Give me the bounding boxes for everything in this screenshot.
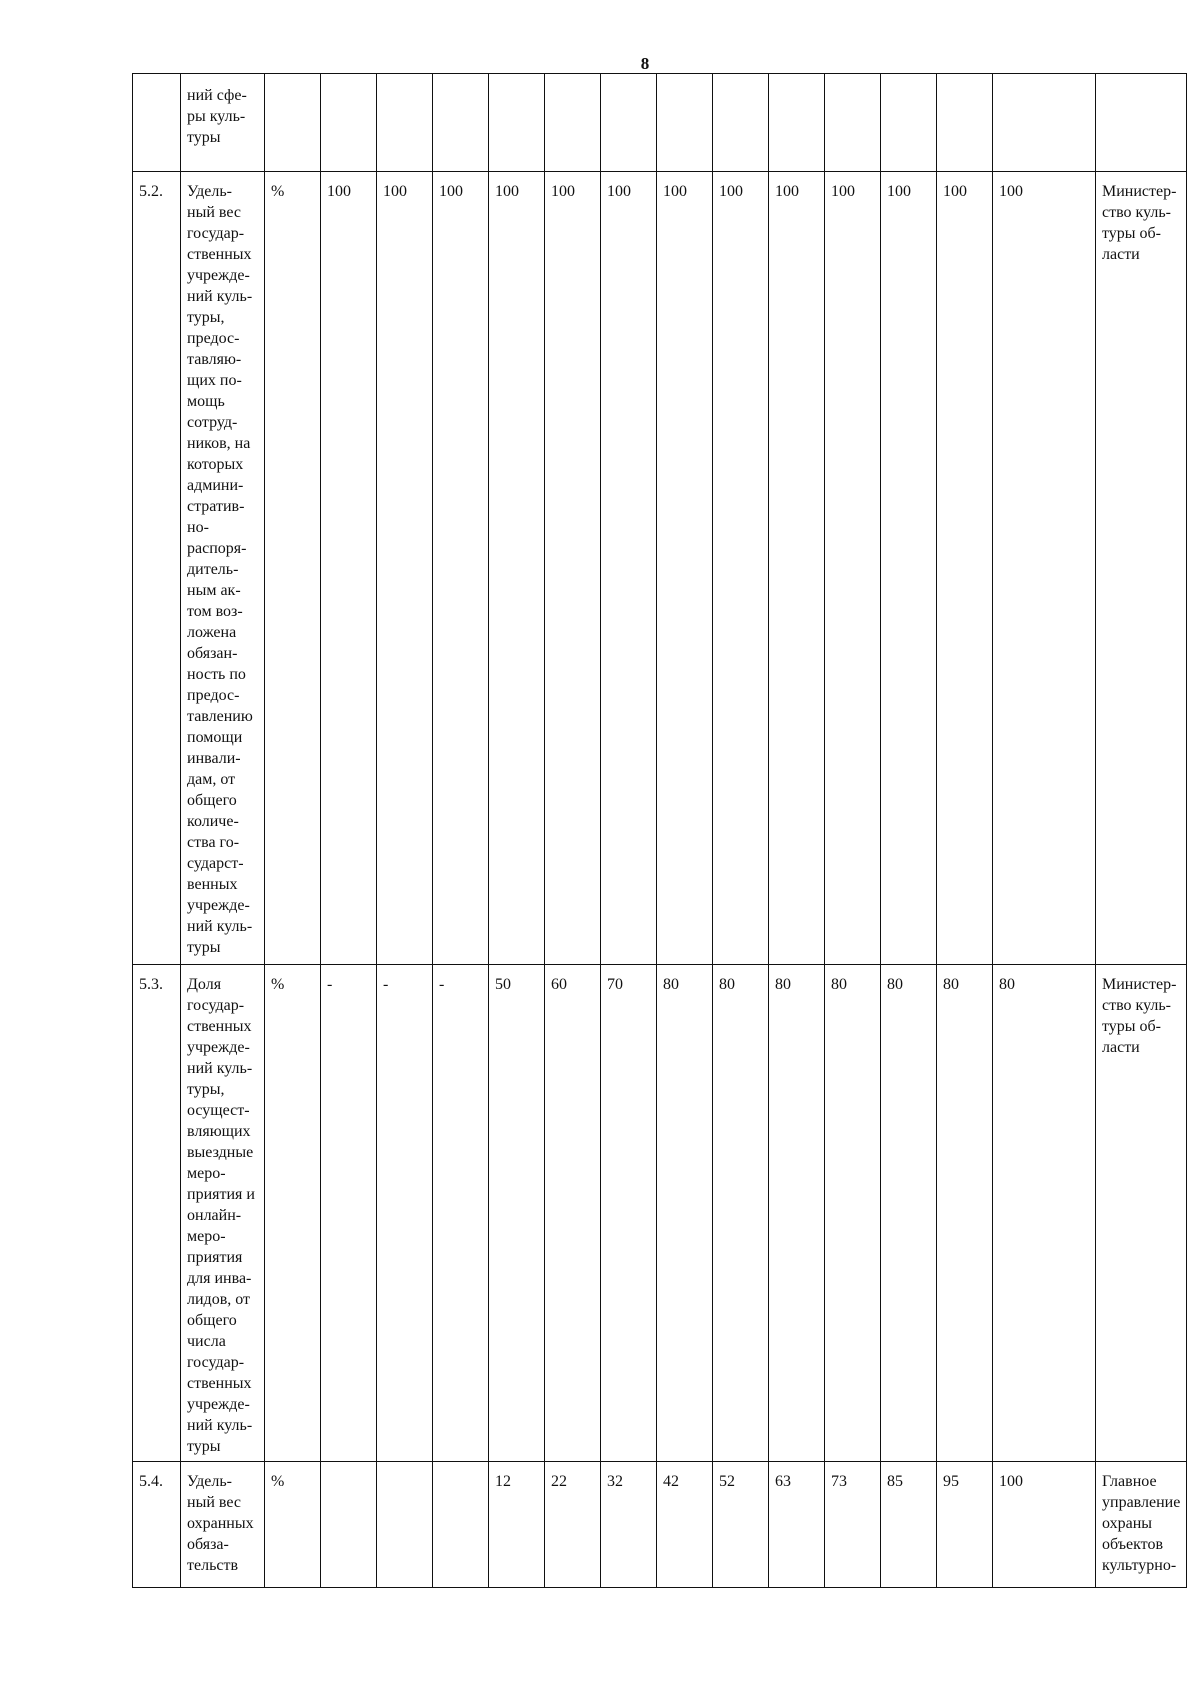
value-cell: 80 (937, 965, 993, 1462)
indicator-name-line: ный вес (187, 1494, 241, 1511)
value-cell (489, 74, 545, 172)
value-cell (377, 1462, 433, 1588)
indicator-name-line: помощи (187, 729, 243, 746)
value-cell (433, 1462, 489, 1588)
responsible-line: ласти (1102, 1039, 1140, 1056)
indicator-name-cell (181, 74, 265, 172)
value-cell: 80 (657, 965, 713, 1462)
value-cell (545, 74, 601, 172)
value-cell: - (433, 965, 489, 1462)
indicator-name-line: ства го- (187, 834, 240, 851)
value-cell: - (377, 965, 433, 1462)
responsible-line: ство куль- (1102, 997, 1171, 1014)
unit-cell: % (265, 965, 321, 1462)
indicator-name-line: ственных (187, 1018, 252, 1035)
indicator-name-line: лидов, от (187, 1291, 251, 1308)
value-cell (881, 74, 937, 172)
row-number-cell: 5.4. (133, 1462, 181, 1588)
value-cell: 42 (657, 1462, 713, 1588)
value-cell (601, 74, 657, 172)
value-cell: - (321, 965, 377, 1462)
indicator-name-line: учрежде- (187, 1039, 250, 1056)
indicator-name-line: тавлению (187, 708, 253, 725)
table-row (133, 74, 1187, 172)
indicator-name-line: ным ак- (187, 582, 241, 599)
value-cell: 60 (545, 965, 601, 1462)
value-cell: 100 (825, 172, 881, 965)
unit-cell: % (265, 172, 321, 965)
table-row (133, 965, 1187, 1462)
indicator-name-line: предос- (187, 330, 240, 347)
indicator-name-line: числа (187, 1333, 226, 1350)
responsible-line: ласти (1102, 246, 1140, 263)
indicator-name-line: осущест- (187, 1102, 250, 1119)
indicator-name-line: предос- (187, 687, 240, 704)
indicator-name-line: приятия и (187, 1186, 255, 1203)
indicator-name-line: распоря- (187, 540, 247, 557)
indicator-name-line: ний сфе- (187, 87, 247, 104)
value-cell: 100 (377, 172, 433, 965)
value-cell: 100 (489, 172, 545, 965)
value-cell: 63 (769, 1462, 825, 1588)
indicator-name-line: ственных (187, 1375, 252, 1392)
responsible-line: объектов (1102, 1536, 1164, 1553)
indicator-name-line: ний куль- (187, 288, 253, 305)
value-cell: 100 (545, 172, 601, 965)
value-cell: 73 (825, 1462, 881, 1588)
indicator-name-line: Удель- (187, 1473, 232, 1490)
indicator-name-cell (181, 965, 265, 1462)
row-number-cell: 5.2. (133, 172, 181, 965)
indicator-name-line: дам, от (187, 771, 236, 788)
value-cell: 80 (825, 965, 881, 1462)
value-cell (713, 74, 769, 172)
value-cell (433, 74, 489, 172)
indicator-name-line: туры (187, 1438, 221, 1455)
value-cell: 32 (601, 1462, 657, 1588)
indicator-name-line: админи- (187, 477, 244, 494)
value-cell (321, 1462, 377, 1588)
value-cell (377, 74, 433, 172)
indicator-name-line: щих по- (187, 372, 242, 389)
responsible-line: Министер- (1102, 183, 1177, 200)
value-cell: 50 (489, 965, 545, 1462)
unit-cell: % (265, 1462, 321, 1588)
indicator-name-line: государ- (187, 1354, 245, 1371)
table-row (133, 172, 1187, 965)
indicator-name-line: венных (187, 876, 238, 893)
indicator-name-line: вляющих (187, 1123, 251, 1140)
indicator-name-line: которых (187, 456, 244, 473)
indicator-name-line: туры, (187, 309, 225, 326)
value-cell: 100 (881, 172, 937, 965)
indicator-name-line: общего (187, 1312, 237, 1329)
value-cell: 12 (489, 1462, 545, 1588)
indicator-name-line: дитель- (187, 561, 239, 578)
indicator-name-line: обязан- (187, 645, 238, 662)
indicator-name-line: инвали- (187, 750, 241, 767)
value-cell: 100 (321, 172, 377, 965)
table-body (133, 74, 1187, 1588)
indicator-name-line: тавляю- (187, 351, 242, 368)
value-cell: 100 (601, 172, 657, 965)
responsible-line: охраны (1102, 1515, 1153, 1532)
value-cell: 100 (769, 172, 825, 965)
indicator-name-cell (181, 172, 265, 965)
value-cell: 100 (433, 172, 489, 965)
value-cell: 70 (601, 965, 657, 1462)
indicator-name-line: ний куль- (187, 918, 253, 935)
value-cell: 22 (545, 1462, 601, 1588)
value-cell: 100 (993, 172, 1096, 965)
indicator-name-line: общего (187, 792, 237, 809)
indicator-name-line: стратив- (187, 498, 245, 515)
indicator-name-line: меро- (187, 1228, 226, 1245)
indicator-name-line: Удель- (187, 183, 232, 200)
responsible-line: культурно- (1102, 1557, 1177, 1574)
indicator-name-line: учрежде- (187, 267, 250, 284)
value-cell (825, 74, 881, 172)
indicator-name-line: учрежде- (187, 897, 250, 914)
indicator-name-line: ры куль- (187, 108, 246, 125)
value-cell (769, 74, 825, 172)
indicator-name-line: учрежде- (187, 1396, 250, 1413)
value-cell: 100 (993, 1462, 1096, 1588)
responsible-line: Министер- (1102, 976, 1177, 993)
indicator-name-line: туры (187, 939, 221, 956)
value-cell: 85 (881, 1462, 937, 1588)
responsible-cell (1096, 74, 1187, 172)
row-number-cell (133, 74, 181, 172)
indicator-name-line: том воз- (187, 603, 243, 620)
indicator-name-line: но- (187, 519, 209, 536)
value-cell (937, 74, 993, 172)
responsible-cell (1096, 965, 1187, 1462)
value-cell: 52 (713, 1462, 769, 1588)
indicator-name-line: ников, на (187, 435, 251, 452)
indicator-name-line: охранных (187, 1515, 254, 1532)
indicator-name-line: приятия (187, 1249, 243, 1266)
indicator-name-line: государ- (187, 997, 245, 1014)
value-cell: 80 (881, 965, 937, 1462)
indicator-name-line: тельств (187, 1557, 239, 1574)
indicator-name-line: мощь (187, 393, 225, 410)
indicator-name-line: обяза- (187, 1536, 229, 1553)
indicator-name-line: ность по (187, 666, 246, 683)
responsible-line: туры об- (1102, 1018, 1161, 1035)
responsible-line: ство куль- (1102, 204, 1171, 221)
value-cell: 80 (769, 965, 825, 1462)
responsible-line: Главное (1102, 1473, 1157, 1490)
indicator-name-cell (181, 1462, 265, 1588)
indicator-name-line: ный вес (187, 204, 241, 221)
table-row (133, 1462, 1187, 1588)
indicator-name-line: меро- (187, 1165, 226, 1182)
indicator-name-line: для инва- (187, 1270, 252, 1287)
value-cell: 100 (713, 172, 769, 965)
indicator-name-line: сударст- (187, 855, 244, 872)
indicator-name-line: выездные (187, 1144, 254, 1161)
indicators-table (132, 73, 1187, 1588)
indicator-name-line: туры (187, 129, 221, 146)
indicator-name-line: Доля (187, 976, 222, 993)
value-cell (321, 74, 377, 172)
indicator-name-line: ложена (187, 624, 237, 641)
responsible-cell (1096, 1462, 1187, 1588)
value-cell (993, 74, 1096, 172)
indicator-name-line: туры, (187, 1081, 225, 1098)
indicator-name-line: ний куль- (187, 1417, 253, 1434)
page-number: 8 (640, 54, 650, 73)
value-cell: 100 (657, 172, 713, 965)
indicator-name-line: государ- (187, 225, 245, 242)
indicator-name-line: ственных (187, 246, 252, 263)
value-cell: 100 (937, 172, 993, 965)
responsible-cell (1096, 172, 1187, 965)
indicator-name-line: сотруд- (187, 414, 238, 431)
responsible-line: управление (1102, 1494, 1181, 1511)
value-cell: 95 (937, 1462, 993, 1588)
unit-cell (265, 74, 321, 172)
row-number-cell: 5.3. (133, 965, 181, 1462)
indicator-name-line: количе- (187, 813, 239, 830)
responsible-line: туры об- (1102, 225, 1161, 242)
indicator-name-line: ний куль- (187, 1060, 253, 1077)
value-cell: 80 (993, 965, 1096, 1462)
value-cell: 80 (713, 965, 769, 1462)
indicator-name-line: онлайн- (187, 1207, 242, 1224)
value-cell (657, 74, 713, 172)
